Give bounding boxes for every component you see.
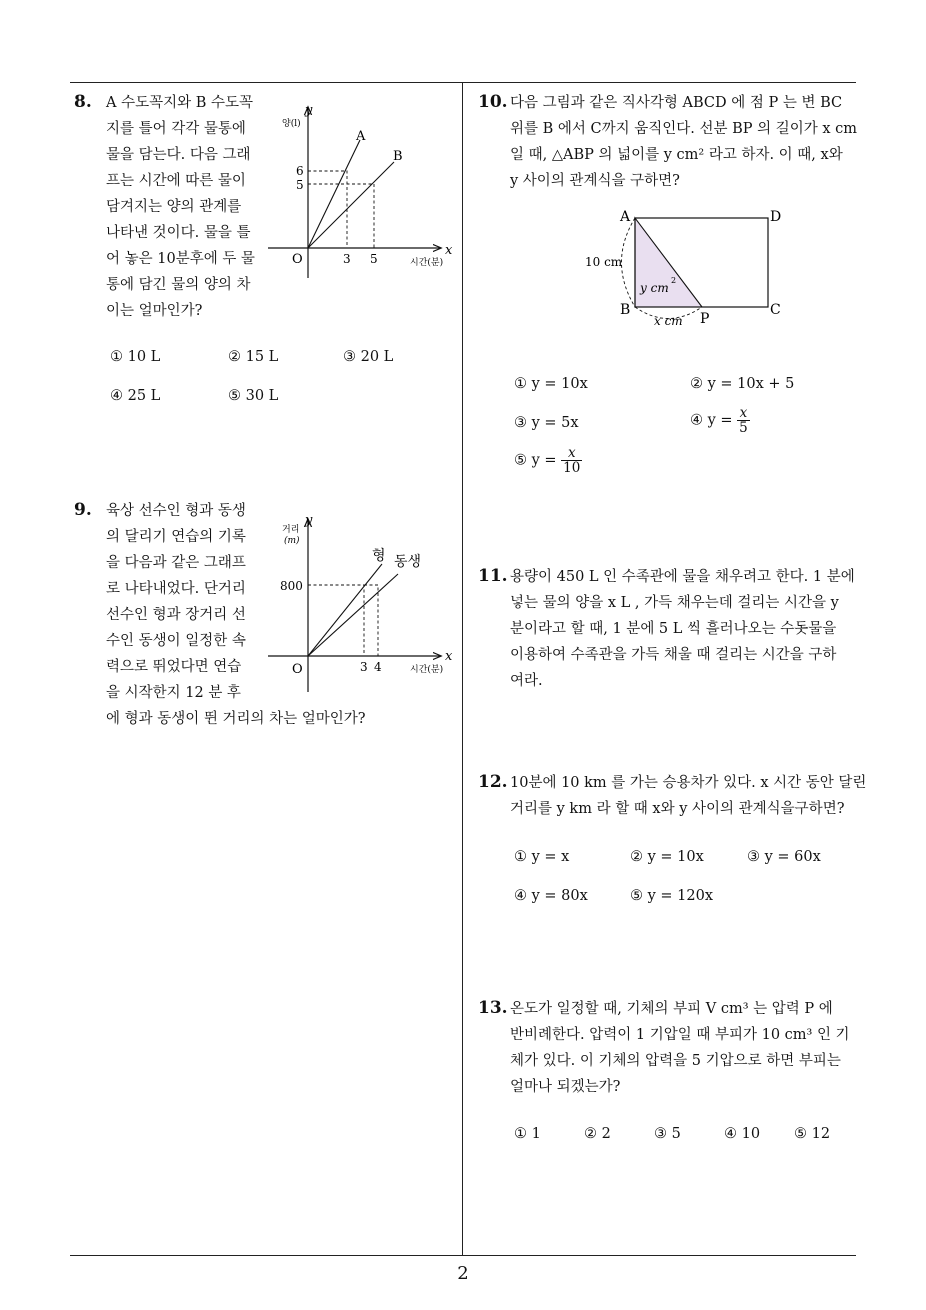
text-line: 의 달리기 연습의 기록 [106, 529, 246, 545]
text-line: 력으로 뛰었다면 연습 [106, 659, 242, 675]
text-line: 을 다음과 같은 그래프 [106, 555, 246, 571]
text-line: A 수도꼭지와 B 수도꼭 [106, 95, 254, 111]
line-b-label: B [393, 149, 403, 164]
question-10-number: 10. [478, 92, 508, 112]
x-unit-label: 시간(분) [410, 665, 444, 675]
q12-option-2[interactable]: ② y = 10x [630, 849, 704, 865]
line-younger-brother-label: 동생 [394, 554, 422, 570]
y-unit-label-2: (m) [284, 536, 300, 546]
question-11-text [510, 564, 855, 694]
q13-option-5[interactable]: ⑤ 12 [794, 1126, 831, 1142]
column-divider [462, 83, 463, 1256]
text-line: 지를 틀어 각각 물통에 [106, 121, 246, 137]
y-tick-6: 6 [296, 164, 304, 178]
line-a-label: A [356, 129, 366, 144]
q12-option-3[interactable]: ③ y = 60x [747, 849, 821, 865]
text-line: 이는 얼마인가? [106, 303, 203, 319]
q10-option-5-prefix: ⑤ y = [514, 452, 562, 469]
page-number: 2 [457, 1263, 469, 1284]
question-10-text [510, 90, 857, 194]
origin-label: O [292, 662, 303, 677]
question-8-number: 8. [74, 92, 92, 112]
x-tick-4: 4 [374, 660, 382, 674]
fraction [561, 446, 582, 475]
q13-option-3[interactable]: ③ 5 [654, 1126, 681, 1142]
text-line: 10분에 10 km 를 가는 승용차가 있다. x 시간 동안 달린 [510, 775, 867, 791]
question-13-number: 13. [478, 998, 508, 1018]
denominator: 10 [563, 460, 581, 476]
text-line: 나타낸 것이다. 물을 틀 [106, 225, 251, 241]
y-axis-label: y [305, 513, 313, 528]
text-line: 반비례한다. 압력이 1 기압일 때 부피가 10 cm³ 인 기 [510, 1027, 850, 1043]
guide-2 [364, 585, 378, 656]
q10-option-3[interactable]: ③ y = 5x [514, 415, 579, 431]
x-tick-3: 3 [360, 660, 368, 674]
text-line: 일 때, △ABP 의 넓이를 y cm² 라고 하자. 이 때, x와 [510, 147, 843, 163]
text-line: 거리를 y km 라 할 때 x와 y 사이의 관계식을구하면? [510, 801, 845, 817]
text-line: 분이라고 할 때, 1 분에 5 L 씩 흘러나오는 수돗물을 [510, 621, 837, 637]
q10-option-4-prefix: ④ y = [690, 412, 738, 429]
line-older-brother [308, 564, 382, 656]
vertex-b: B [620, 302, 631, 318]
q10-option-4[interactable] [690, 406, 750, 435]
text-line: 담겨지는 양의 관계를 [106, 199, 242, 215]
text-line: 통에 담긴 물의 양의 차 [106, 277, 251, 293]
question-12-number: 12. [478, 772, 508, 792]
q10-option-1[interactable]: ① y = 10x [514, 376, 588, 392]
text-line: 여라. [510, 673, 543, 689]
text-line: 어 놓은 10분후에 두 물 [106, 251, 255, 267]
line-younger-brother [308, 574, 398, 656]
text-line: 수인 동생이 일정한 속 [106, 633, 246, 649]
question-11-number: 11. [478, 566, 508, 586]
text-line: 프는 시간에 따른 물이 [106, 173, 246, 189]
text-line: 을 시작한지 12 분 후 [106, 685, 241, 701]
text-line: 다음 그림과 같은 직사각형 ABCD 에 점 P 는 변 BC [510, 95, 843, 111]
numerator: x [561, 446, 582, 461]
text-line: 체가 있다. 이 기체의 압력을 5 기압으로 하면 부피는 [510, 1053, 841, 1069]
x-axis-label: x [445, 649, 453, 664]
q13-option-2[interactable]: ② 2 [584, 1126, 611, 1142]
text-line: 육상 선수인 형과 동생 [106, 503, 246, 519]
question-8-graph [262, 96, 458, 280]
question-9-number: 9. [74, 500, 92, 520]
line-b [308, 162, 394, 248]
question-12-text [510, 770, 866, 822]
area-label-exponent: 2 [671, 276, 677, 285]
x-axis-label: x [445, 243, 453, 258]
line-older-brother-label: 형 [372, 548, 386, 564]
q12-option-5[interactable]: ⑤ y = 120x [630, 888, 714, 904]
y-tick-800: 800 [280, 579, 303, 593]
text-line: 얼마나 되겠는가? [510, 1079, 621, 1095]
vertex-a: A [620, 209, 631, 225]
q13-option-1[interactable]: ① 1 [514, 1126, 541, 1142]
text-line: 용량이 450 L 인 수족관에 물을 채우려고 한다. 1 분에 [510, 569, 855, 585]
text-line: 에 형과 동생이 뛴 거리의 차는 얼마인가? [106, 711, 366, 727]
q12-option-4[interactable]: ④ y = 80x [514, 888, 588, 904]
side-arc [622, 218, 636, 307]
text-line: 선수인 형과 장거리 선 [106, 607, 246, 623]
x-tick-3: 3 [343, 252, 351, 266]
q8-option-3[interactable]: ③ 20 L [343, 349, 394, 365]
q10-option-2[interactable]: ② y = 10x + 5 [690, 376, 795, 392]
question-10-figure [578, 204, 798, 332]
vertex-d: D [770, 209, 782, 225]
y-axis-label: y [305, 103, 313, 118]
line-a [308, 140, 360, 248]
question-13-text [510, 996, 850, 1100]
y-tick-5: 5 [296, 178, 304, 192]
question-8-text [106, 90, 255, 324]
area-label: y cm [640, 281, 669, 295]
question-9-graph [262, 510, 458, 694]
y-unit-label: 양(l) [282, 119, 301, 129]
q8-option-2[interactable]: ② 15 L [228, 349, 279, 365]
x-tick-5: 5 [370, 252, 378, 266]
side-length: 10 cm [585, 255, 623, 269]
origin-label: O [292, 252, 303, 267]
base-length: x cm [654, 314, 683, 328]
bottom-rule [70, 1255, 856, 1256]
q8-option-4[interactable]: ④ 25 L [110, 388, 161, 404]
text-line: 온도가 일정할 때, 기체의 부피 V cm³ 는 압력 P 에 [510, 1001, 833, 1017]
point-p: P [700, 311, 710, 327]
q10-option-5[interactable] [514, 446, 582, 475]
vertex-c: C [770, 302, 781, 318]
top-rule [70, 82, 856, 83]
denominator: 5 [739, 420, 748, 436]
q12-option-1[interactable]: ① y = x [514, 849, 570, 865]
q13-option-4[interactable]: ④ 10 [724, 1126, 761, 1142]
text-line: 물을 담는다. 다음 그래 [106, 147, 251, 163]
text-line: 위를 B 에서 C까지 움직인다. 선분 BP 의 길이가 x cm [510, 121, 858, 137]
text-line: 로 나타내었다. 단거리 [106, 581, 246, 597]
fraction [737, 406, 750, 435]
y-unit-label: 거리 [282, 525, 300, 535]
x-unit-label: 시간(분) [410, 258, 444, 268]
text-line: y 사이의 관계식을 구하면? [510, 173, 680, 189]
text-line: 넣는 물의 양을 x L , 가득 채우는데 걸리는 시간을 y [510, 595, 839, 611]
q8-option-1[interactable]: ① 10 L [110, 349, 161, 365]
text-line: 이용하여 수족관을 가득 채울 때 걸리는 시간을 구하 [510, 647, 837, 663]
q8-option-5[interactable]: ⑤ 30 L [228, 388, 279, 404]
numerator: x [737, 406, 750, 421]
